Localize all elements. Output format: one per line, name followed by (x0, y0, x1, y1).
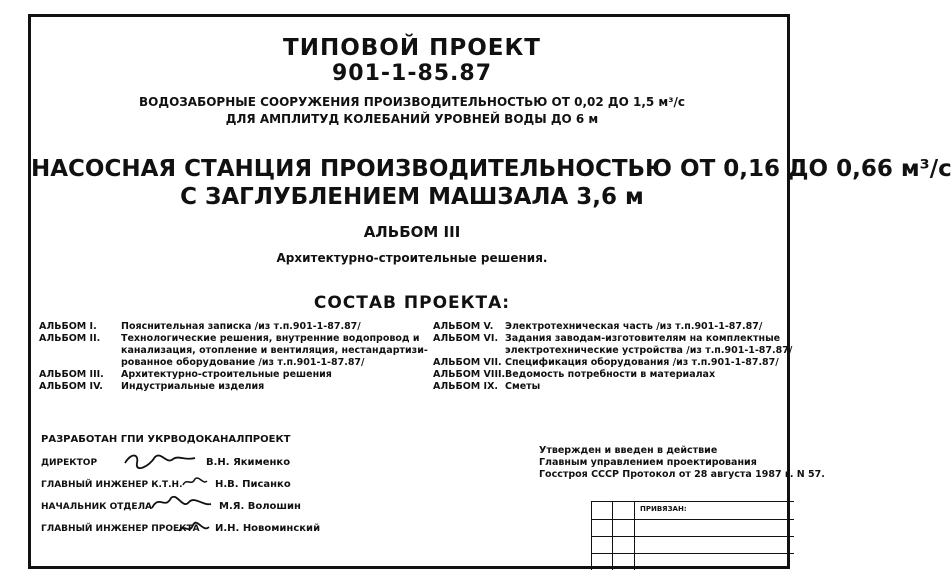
album-number: АЛЬБОМ III. (39, 369, 104, 380)
signature-mark (181, 473, 209, 491)
developer-label: РАЗРАБОТАН ГПИ УКРВОДОКАНАЛПРОЕКТ (41, 434, 291, 445)
stamp-divider (592, 553, 794, 554)
signatory-role: НАЧАЛЬНИК ОТДЕЛА (41, 502, 153, 512)
signatory-name: Н.В. Писанко (215, 479, 291, 490)
album-title: Задания заводам-изготовителям на комплектные (505, 333, 781, 344)
stamp-divider (592, 536, 794, 537)
signatory-role: ГЛАВНЫЙ ИНЖЕНЕР ПРОЕКТА (41, 524, 200, 534)
signatory-name: М.Я. Волошин (219, 501, 301, 512)
album-number: АЛЬБОМ IV. (39, 381, 103, 392)
album-title: Архитектурно-строительные решения (121, 369, 332, 380)
album-description: Архитектурно-строительные решения. (276, 251, 548, 265)
main-title-line1: НАСОСНАЯ СТАНЦИЯ ПРОИЗВОДИТЕЛЬНОСТЬЮ ОТ 0,16 ДО 0,66 м³/с (31, 156, 952, 182)
main-title-line2: С ЗАГЛУБЛЕНИЕМ МАШЗАЛА 3,6 м (180, 184, 644, 210)
album-title: Электротехническая часть /из т.п.901-1-87.87/ (505, 321, 763, 332)
album-number: АЛЬБОМ VI. (433, 333, 499, 344)
album-title: рованное оборудование /из т.п.901-1-87.87/ (121, 357, 365, 368)
signatory-role: ДИРЕКТОР (41, 458, 98, 468)
album-title: Пояснительная записка /из т.п.901-1-87.87/ (121, 321, 361, 332)
project-number: 901-1-85.87 (331, 61, 493, 86)
approval-line2: Главным управлением проектирования (539, 457, 757, 468)
signature-mark (149, 492, 215, 514)
signatory-name: И.Н. Новоминский (215, 523, 321, 534)
album-title: Технологические решения, внутренние водопровод и (121, 333, 420, 344)
drawing-frame (28, 14, 952, 569)
approval-line3: Госстроя СССР Протокол от 28 августа 1987 г. N 57. (539, 469, 825, 480)
album-title: Индустриальные изделия (121, 381, 265, 392)
stamp-label: ПРИВЯЗАН: (640, 505, 687, 513)
album-number: АЛЬБОМ I. (39, 321, 97, 332)
album-number: АЛЬБОМ II. (39, 333, 101, 344)
signature-mark (177, 515, 211, 537)
album-title: Ведомость потребности в материалах (505, 369, 716, 380)
stamp-divider (592, 519, 794, 520)
project-type: ТИПОВОЙ ПРОЕКТ (283, 35, 541, 61)
composition-heading: СОСТАВ ПРОЕКТА: (313, 293, 511, 313)
album-number: АЛЬБОМ V. (433, 321, 494, 332)
binding-stamp (591, 501, 794, 570)
approval-block (539, 445, 825, 481)
signature-mark (121, 449, 199, 471)
album-title: Спецификация оборудования /из т.п.901-1-87.87/ (505, 357, 779, 368)
album-label: АЛЬБОМ III (363, 223, 461, 241)
album-title: электротехнические устройства /из т.п.901-1-87.87/ (505, 345, 793, 356)
subtitle-line1: ВОДОЗАБОРНЫЕ СООРУЖЕНИЯ ПРОИЗВОДИТЕЛЬНОСТЬЮ ОТ 0,02 ДО 1,5 м³/с (139, 95, 685, 109)
album-number: АЛЬБОМ VIII. (433, 369, 506, 380)
approval-line1: Утвержден и введен в действие (539, 445, 718, 456)
signatory-name: В.Н. Якименко (206, 457, 291, 468)
album-title: Сметы (505, 381, 541, 392)
album-number: АЛЬБОМ IX. (433, 381, 499, 392)
signatory-role: ГЛАВНЫЙ ИНЖЕНЕР К.Т.Н. (41, 480, 183, 490)
subtitle-line2: ДЛЯ АМПЛИТУД КОЛЕБАНИЙ УРОВНЕЙ ВОДЫ ДО 6 м (225, 112, 599, 126)
album-title: канализация, отопление и вентиляция, нестандартизи- (121, 345, 428, 356)
album-number: АЛЬБОМ VII. (433, 357, 502, 368)
